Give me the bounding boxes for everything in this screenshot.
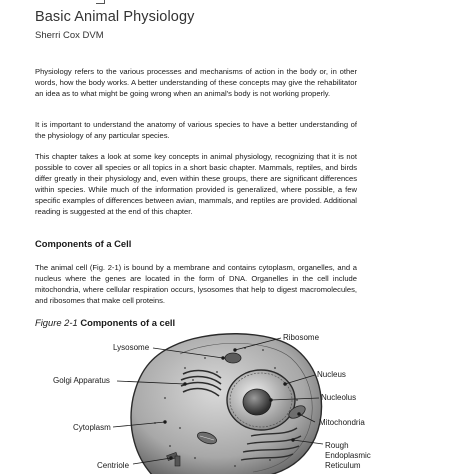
nucleolus [243,389,271,415]
lysosome-organelle [225,353,241,363]
label-nucleus: Nucleus [317,370,346,379]
label-rough-er-line3: Reticulum [325,461,361,470]
label-golgi-apparatus: Golgi Apparatus [53,376,110,385]
figure-caption [35,317,175,328]
label-cytoplasm: Cytoplasm [73,423,111,432]
chapter-title: Basic Animal Physiology [35,9,195,25]
label-centriole: Centriole [97,461,130,470]
figure-title: Components of a cell [80,317,176,328]
label-rough-er-line1: Rough [325,441,349,450]
label-mitochondria: Mitochondria [319,418,365,427]
cell-figure [35,328,375,474]
paragraph-anatomy: It is important to understand the anatomy of various species to have a better understanding of the physiology of any particular species. [35,120,357,140]
label-ribosome: Ribosome [283,333,320,342]
section-heading: Components of a Cell [35,238,132,249]
label-rough-er-line2: Endoplasmic [325,451,371,460]
page-corner-mark [96,0,105,4]
label-lysosome: Lysosome [113,343,150,352]
figure-number: Figure 2-1 [35,317,78,328]
nucleus [227,370,295,430]
chapter-author: Sherri Cox DVM [35,30,104,41]
paragraph-intro: Physiology refers to the various processes and mechanisms of action in the body or, in other words, how the body works. A better understanding of these concepts may give the rehabilitator an idea as to what might be going wrong when an animal's body is not working properly. [35,67,357,98]
label-nucleolus: Nucleolus [321,393,357,402]
paragraph-cell: The animal cell (Fig. 2-1) is bound by a membrane and contains cytoplasm, organelles, and a nucleus where the genes are located in the form of DNA. Organelles in the cell include mitochondria, where cellular respiration occurs, lysosomes that help to digest macromolecules, and ribosomes that make cell proteins. [35,263,357,305]
paragraph-overview: This chapter takes a look at some key concepts in animal physiology, recognizing that it is not possible to cover all species or all topics in a short basic chapter. Mammals, reptiles, and birds differ greatly in their physiology and, even within these groups, there are significant differences within species. While much of the information provided is generalized, where possible, a few specific examples of differences between avian, mammals, and reptiles are provided. Additional reading is suggested at the end of this chapter. [35,152,357,216]
